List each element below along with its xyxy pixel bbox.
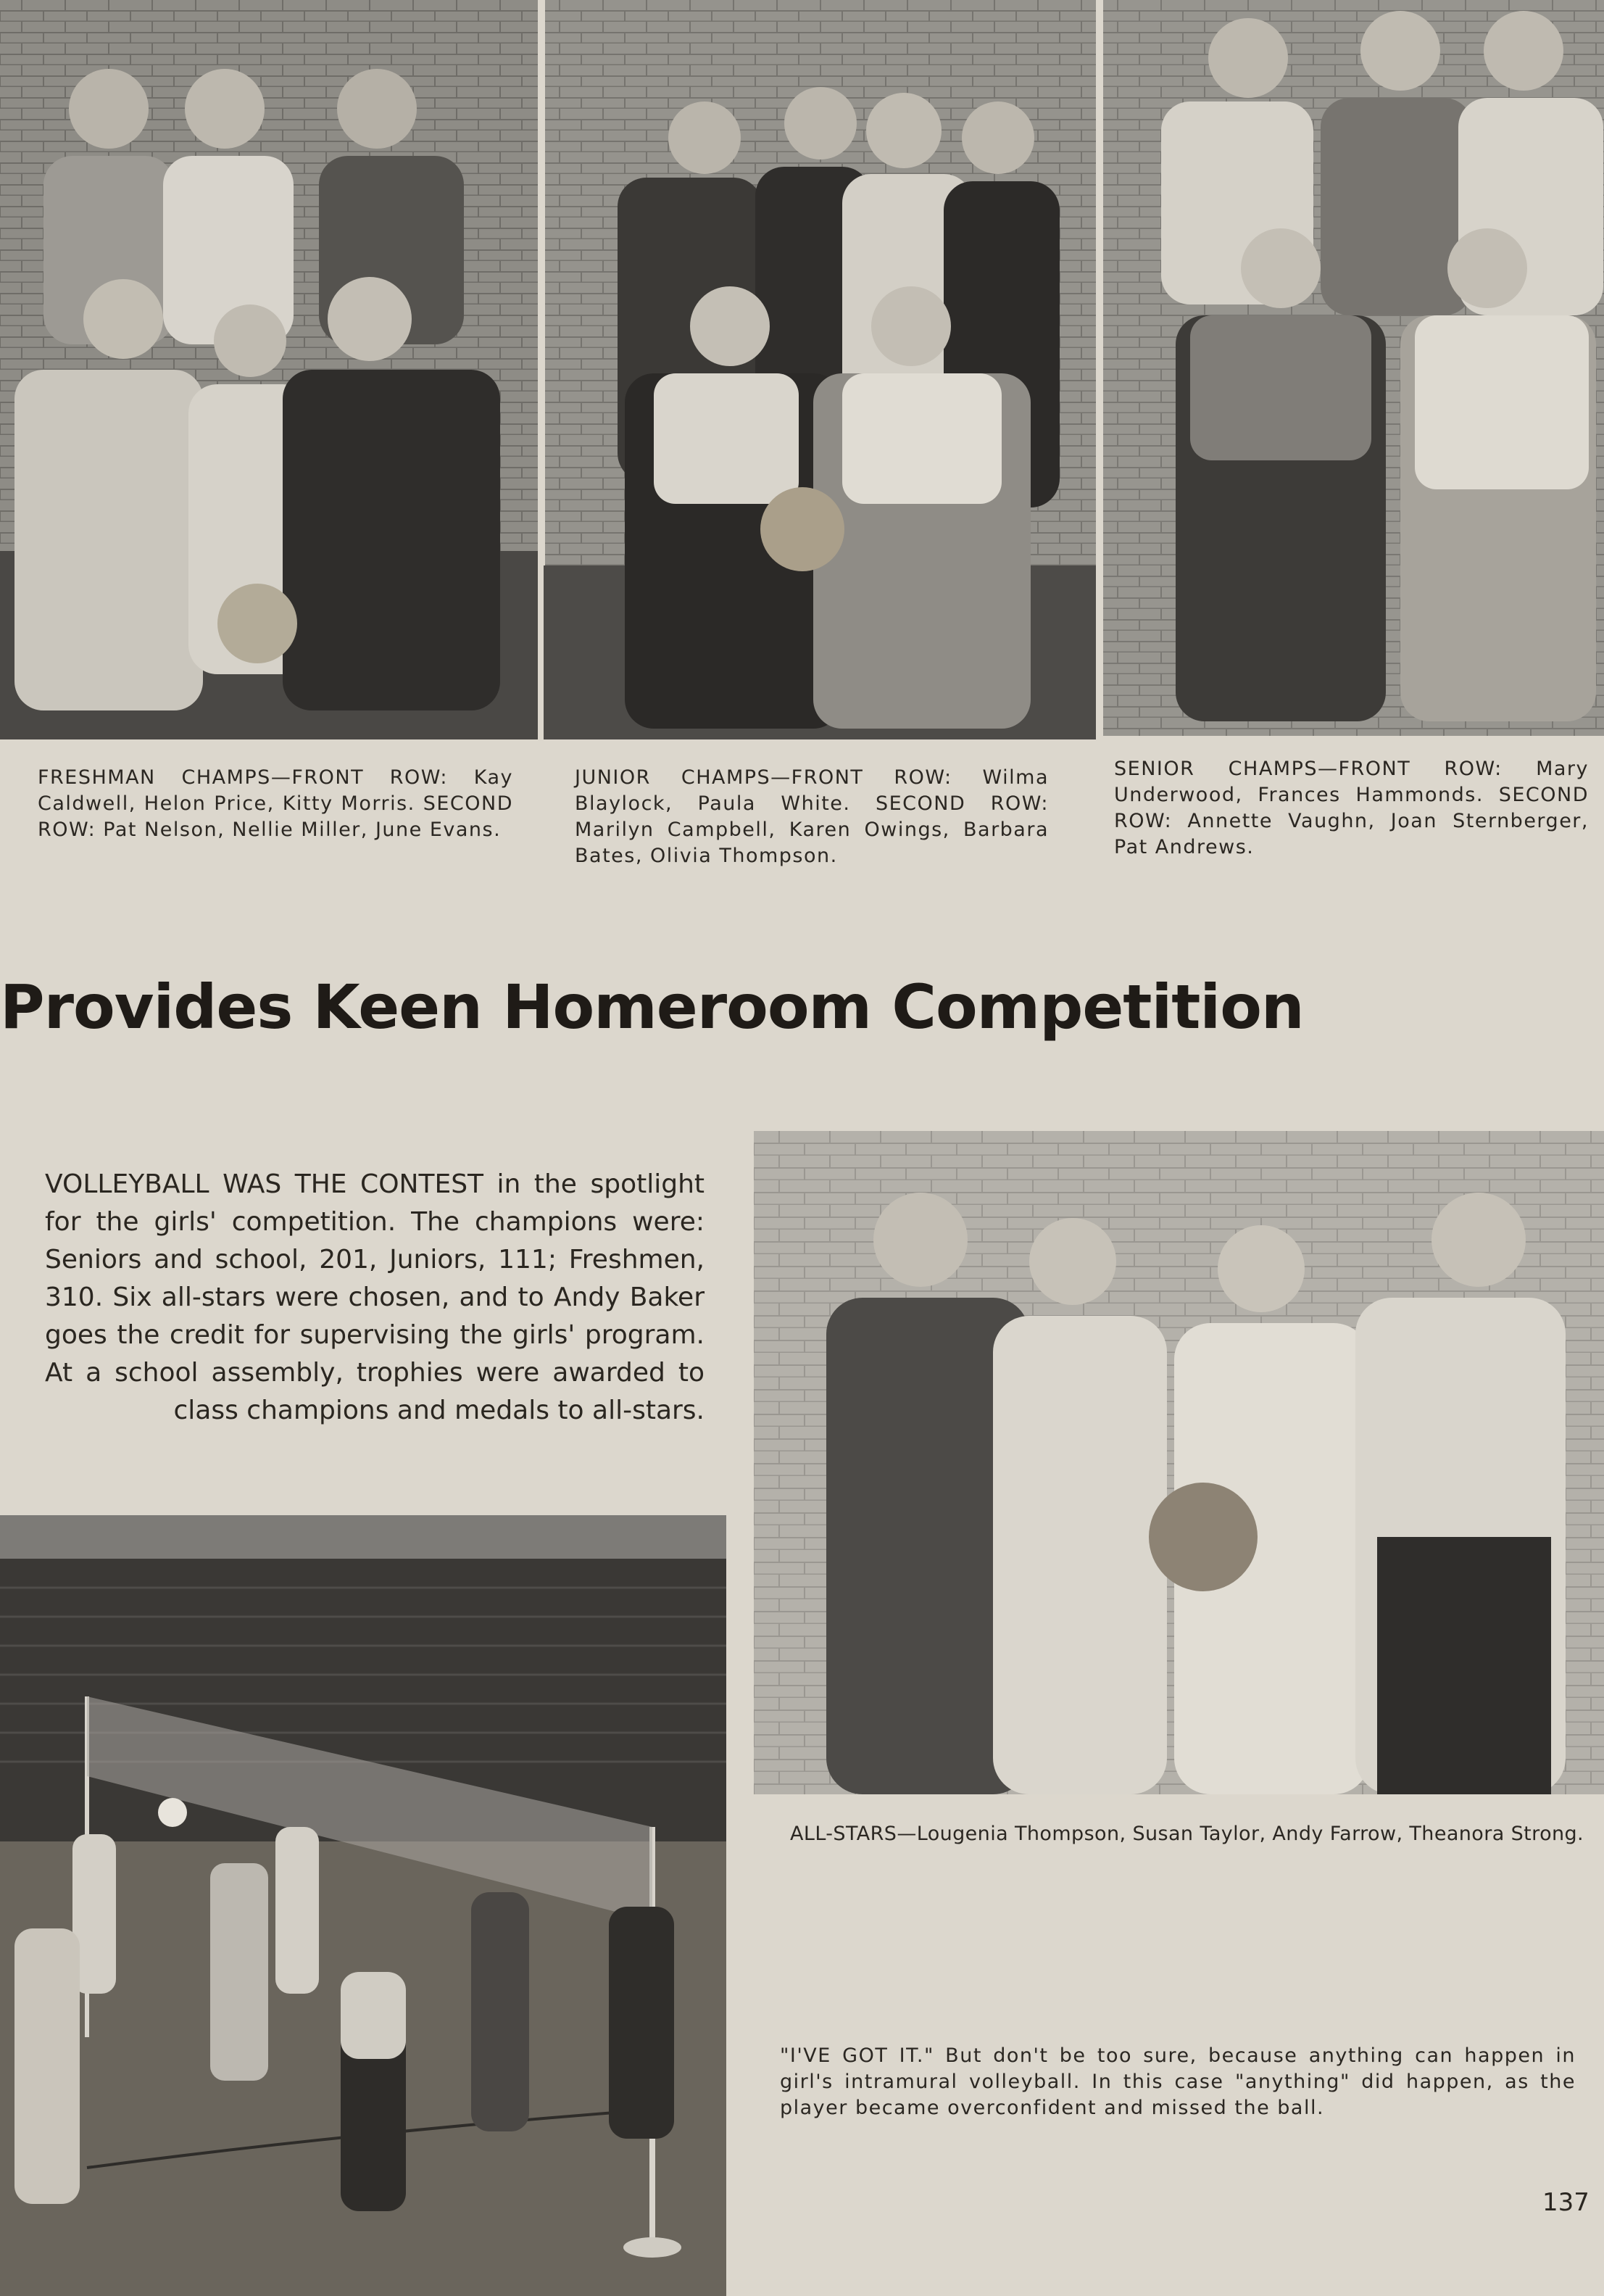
freshman-champs-photo (0, 0, 538, 739)
freshman-champs-caption: FRESHMAN CHAMPS—FRONT ROW: Kay Caldwell, Helon Price, Kitty Morris. SECOND ROW: Pat Nelson, Nellie Miller, June Evans. (38, 766, 513, 841)
volleyball-game-caption: "I'VE GOT IT." But don't be too sure, because anything can happen in girl's intramural volleyball. In this case "anything" did happen, as the player became overconfident and missed the ball. (780, 2044, 1576, 2119)
junior-champs-photo (538, 0, 1096, 739)
senior-champs-photo (1096, 0, 1604, 736)
junior-champs-caption: JUNIOR CHAMPS—FRONT ROW: Wilma Blaylock, Paula White. SECOND ROW: Marilyn Campbell, Karen Owings, Barbara Bates, Olivia Thompson. (575, 766, 1049, 867)
page-headline: Provides Keen Homeroom Competition (0, 971, 1304, 1043)
all-stars-photo (754, 1131, 1604, 1794)
page-number: 137 (1542, 2188, 1590, 2217)
article-body: VOLLEYBALL WAS THE CONTEST in the spotlight for the girls' competition. The champions were: Seniors and school, 201, Juniors, 111; Freshmen, 310. Six all-stars were chosen, and to Andy Baker goes the credit for supervising the girls' program. At a school assembly, trophies were awarded to class champions and medals to all-stars. (45, 1169, 705, 1425)
volleyball-game-photo (0, 1515, 726, 2296)
senior-champs-caption: SENIOR CHAMPS—FRONT ROW: Mary Underwood, Frances Hammonds. SECOND ROW: Annette Vaughn, Joan Sternberger, Pat Andrews. (1114, 758, 1589, 858)
all-stars-caption: ALL-STARS—Lougenia Thompson, Susan Taylor, Andy Farrow, Theanora Strong. (790, 1823, 1584, 1845)
